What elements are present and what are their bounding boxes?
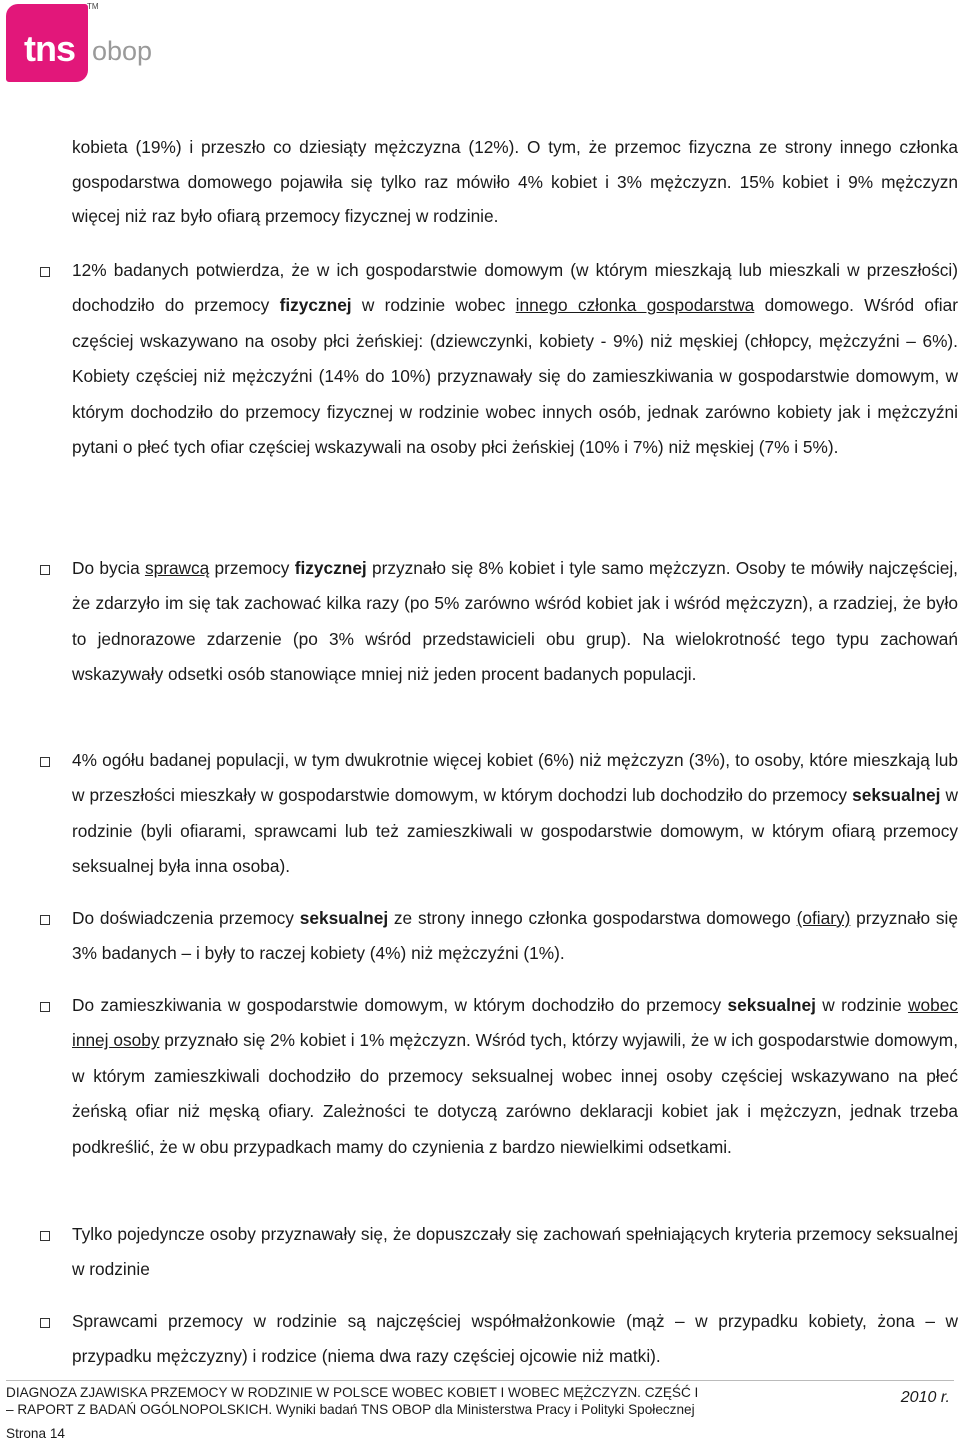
bullet-text: w rodzinie (byli ofiarami, sprawcami lub też zamieszkiwali w gospodarstwie domowym, w którym ofiarą przemocy seksualnej była inna osoba). bbox=[72, 785, 959, 877]
footer-year: 2010 r. bbox=[900, 1389, 950, 1406]
bullet-item-7 bbox=[72, 1304, 958, 1375]
bullet-item-5 bbox=[72, 988, 958, 1165]
checkbox-bullet-icon bbox=[40, 1002, 50, 1012]
checkbox-bullet-icon bbox=[40, 267, 50, 277]
bullet-text: Sprawcami przemocy w rodzinie są najczęściej współmałżonkowie (mąż – w przypadku kobiety, żona – w przypadku mężczyzny) i rodzice (niema dwa razy częściej ojcowie niż matki). bbox=[72, 1311, 958, 1367]
bullet-item-4 bbox=[72, 901, 958, 972]
intro-paragraph: kobieta (19%) i przeszło co dziesiąty mężczyzna (12%). O tym, że przemoc fizyczna ze strony innego członka gospodarstwa domowego pojawiła się tylko raz mówiło 4% kobiet i 3% mężczyzn. 15% kobiet i 9% mężczyzn więcej niż raz było ofiarą przemocy fizycznej w rodzinie. bbox=[72, 137, 958, 226]
bullet-text: w rodzinie wobec bbox=[351, 295, 516, 316]
page-number: Strona 14 bbox=[6, 1426, 65, 1441]
bullet-item-6 bbox=[72, 1217, 958, 1288]
bullet-text: Do zamieszkiwania w gospodarstwie domowym, w którym dochodziło do przemocy bbox=[72, 995, 728, 1015]
bullet-bold-text: seksualnej bbox=[727, 995, 816, 1015]
bullet-text: w rodzinie bbox=[815, 995, 909, 1015]
bullet-underlined-text: (ofiary) bbox=[796, 908, 851, 928]
checkbox-bullet-icon bbox=[40, 565, 50, 575]
checkbox-bullet-icon bbox=[40, 1231, 50, 1241]
footer-divider bbox=[6, 1380, 954, 1381]
bullet-text: Tylko pojedyncze osoby przyznawały się, że dopuszczały się zachowań spełniających kryteria przemocy seksualnej w rodzinie bbox=[72, 1224, 958, 1280]
bullet-text: przyznało się 8% kobiet i tyle samo mężczyzn. Osoby te mówiły najczęściej, że zdarzyło im się tak zachować kilka razy (po 5% zarówno wśród kobiet jak i wśród mężczyzn), a rzadziej, że było to jednorazowe zdarzenie (po 3% wśród przedstawicieli obu grup). Na wielokrotność tego typu zachowań wskazywały odsetki osób stanowiące mniej niż jeden procent badanych populacji. bbox=[72, 558, 958, 685]
bullet-text: ze strony innego członka gospodarstwa domowego bbox=[388, 908, 797, 928]
bullet-text: przyznało się 2% kobiet i 1% mężczyzn. Wśród tych, którzy wyjawili, że w ich gospodarstwie domowym, w którym zamieszkiwali dochodziło do przemocy seksualnej wobec innej osoby częściej wskazywano na płeć żeńską ofiar niż męską ofiary. Zależności te dotyczą zarówno deklaracji kobiet jak i mężczyzn, jednak trzeba podkreślić, że w obu przypadkach mamy do czynienia z bardzo niewielkimi odsetkami. bbox=[72, 1030, 958, 1157]
logo-brand-text: tns bbox=[24, 28, 75, 69]
bullet-text: 12% badanych potwierdza, że w ich gospodarstwie domowym (w którym mieszkają lub mieszkali w przeszłości) dochodziło do przemocy bbox=[72, 260, 958, 316]
logo-sub-text: obop bbox=[92, 36, 153, 66]
bullet-item-1 bbox=[72, 253, 958, 465]
bullet-text: Do bycia bbox=[72, 558, 145, 578]
bullet-underlined-text: sprawcą bbox=[144, 558, 210, 578]
bullet-text: Do doświadczenia przemocy bbox=[72, 908, 300, 928]
bullet-text: domowego. Wśród ofiar częściej wskazywano na osoby płci żeńskiej: (dziewczynki, kobiety - 9%) niż męskiej (chłopcy, mężczyźni – 6%). Kobiety częściej niż mężczyźni (14% do 10%) przyznawały się do zamieszkiwania w gospodarstwie domowym, w którym dochodziło do przemocy fizycznej w rodzinie wobec innych osób, jednak zarówno kobiety jak i mężczyźni pytani o płeć tych ofiar częściej wskazywali na osoby płci żeńskiej (10% i 7%) niż męskiej (7% i 5%). bbox=[72, 295, 958, 458]
checkbox-bullet-icon bbox=[40, 1318, 50, 1328]
bullet-underlined-text: innego członka gospodarstwa bbox=[515, 295, 755, 316]
tns-logo bbox=[6, 4, 88, 82]
bullet-text: przyznało się 3% badanych – i były to raczej kobiety (4%) niż mężczyźni (1%). bbox=[72, 908, 959, 964]
checkbox-bullet-icon bbox=[40, 915, 50, 925]
bullet-item-2 bbox=[72, 551, 958, 693]
bullet-bold-text: fizycznej bbox=[294, 558, 367, 578]
bullet-bold-text: fizycznej bbox=[279, 295, 352, 316]
bullet-text: 4% ogółu badanej populacji, w tym dwukrotnie więcej kobiet (6%) niż mężczyzn (3%), to osoby, które mieszkają lub w przeszłości mieszkały w gospodarstwie domowym, w którym dochodzi lub dochodziło do przemocy bbox=[72, 750, 958, 806]
bullet-underlined-text: wobec innej osoby bbox=[72, 995, 958, 1051]
footer-report-title: DIAGNOZA ZJAWISKA PRZEMOCY W RODZINIE W POLSCE WOBEC KOBIET I WOBEC MĘŻCZYZN. CZĘŚĆ I bbox=[6, 1385, 699, 1400]
checkbox-bullet-icon bbox=[40, 757, 50, 767]
bullet-bold-text: seksualnej bbox=[299, 908, 389, 928]
bullet-text: przemocy bbox=[209, 558, 295, 578]
bullet-item-3 bbox=[72, 743, 958, 885]
footer-report-subtitle: – RAPORT Z BADAŃ OGÓLNOPOLSKICH. Wyniki badań TNS OBOP dla Ministerstwa Pracy i Polityki Społecznej bbox=[6, 1402, 695, 1417]
bullet-bold-text: seksualnej bbox=[852, 785, 941, 806]
logo-trademark: TM bbox=[87, 2, 99, 11]
